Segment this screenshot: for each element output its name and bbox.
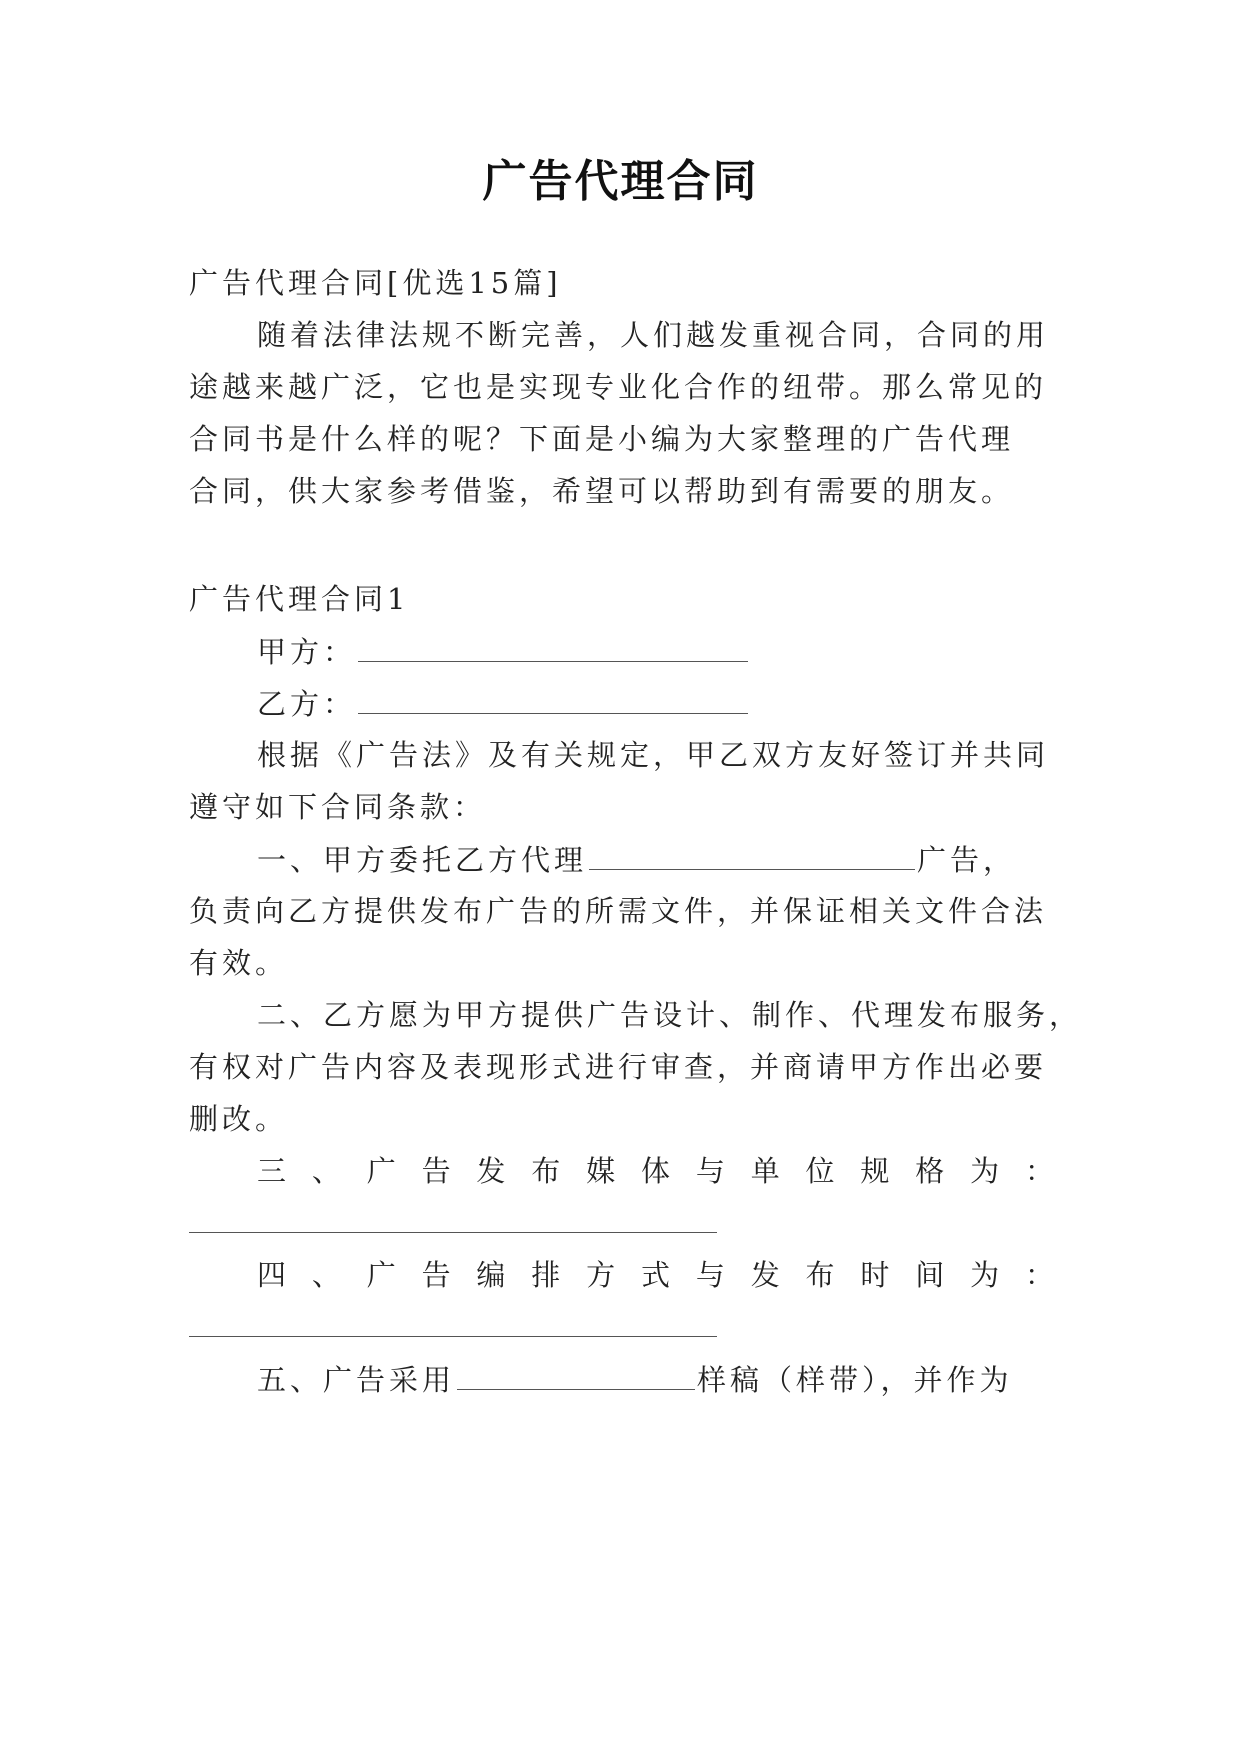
- party-a-label: 甲方：: [257, 635, 357, 669]
- clause-2-line: 删改。: [189, 1102, 289, 1136]
- clause-4: 四、广告编排方式与发布时间为：: [257, 1258, 1054, 1292]
- document-title: 广告代理合同: [482, 156, 759, 207]
- clause-5-blank: [457, 1359, 695, 1390]
- intro-line: 途越来越广泛，它也是实现专业化合作的纽带。那么常见的: [189, 370, 1048, 404]
- clause-1-blank: [589, 839, 915, 870]
- clause-1-line: 负责向乙方提供发布广告的所需文件，并保证相关文件合法: [189, 894, 1048, 928]
- party-a-blank: [358, 631, 748, 662]
- party-a-row: [257, 631, 750, 672]
- clause-5-suffix: 样稿（样带），并作为: [697, 1363, 1013, 1397]
- clause-1-prefix: 一、甲方委托乙方代理: [257, 843, 588, 877]
- party-b-blank: [358, 683, 748, 714]
- clause-3: 三、广告发布媒体与单位规格为：: [257, 1154, 1054, 1188]
- preamble-line: 根据《广告法》及有关规定，甲乙双方友好签订并共同: [257, 738, 1050, 772]
- section-heading: 广告代理合同1: [189, 582, 410, 616]
- clause-1-first-line: [257, 839, 1016, 880]
- preamble-line: 遵守如下合同条款：: [189, 790, 487, 824]
- intro-line: 合同书是什么样的呢？下面是小编为大家整理的广告代理: [189, 422, 1015, 456]
- clause-5-line: [257, 1359, 1013, 1400]
- party-b-label: 乙方：: [257, 687, 357, 721]
- clause-4-blank: [189, 1336, 717, 1337]
- clause-1-line: 有效。: [189, 946, 289, 980]
- clause-2-line: 二、乙方愿为甲方提供广告设计、制作、代理发布服务，: [257, 998, 1083, 1032]
- clause-1-suffix: 广告，: [917, 843, 1017, 877]
- clause-2-line: 有权对广告内容及表现形式进行审查，并商请甲方作出必要: [189, 1050, 1048, 1084]
- document-subtitle: 广告代理合同[优选15篇]: [189, 266, 562, 300]
- clause-5-prefix: 五、广告采用: [257, 1363, 456, 1397]
- clause-3-blank: [189, 1232, 717, 1233]
- party-b-row: [257, 683, 750, 724]
- intro-line: 合同，供大家参考借鉴，希望可以帮助到有需要的朋友。: [189, 474, 1015, 508]
- intro-line: 随着法律法规不断完善，人们越发重视合同，合同的用: [257, 318, 1050, 352]
